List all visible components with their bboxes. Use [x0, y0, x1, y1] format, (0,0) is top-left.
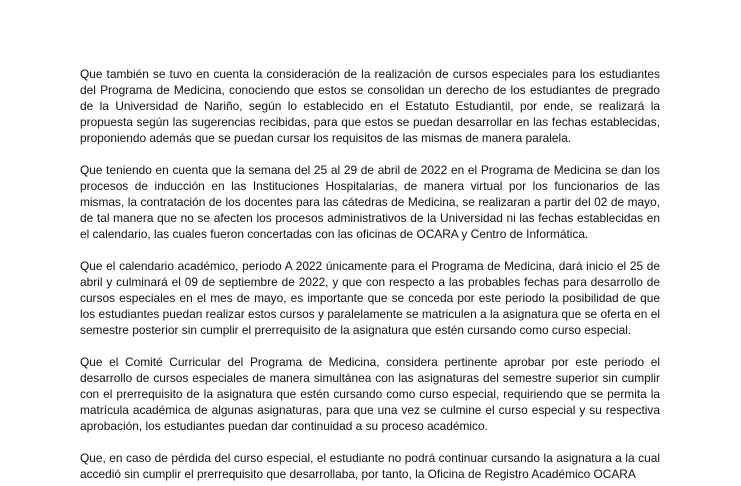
paragraph-cursos-especiales: Que también se tuvo en cuenta la consideración de la realización de cursos especiales para los estudiantes del Programa de Medicina, conociendo que estos se consolidan un derecho de los estudiantes de pregrado de la Universidad de Nariño, según lo establecido en el Estatuto Estudiantil, por ende, se realizará la propuesta según las sugerencias recibidas, para que estos se puedan desarrollar en las fechas establecidas, proponiendo además que se puedan cursar los requisitos de las mismas de manera paralela.: [80, 67, 660, 145]
paragraph-calendario-academico: Que el calendario académico, periodo A 2022 únicamente para el Programa de Medicina, dará inicio el 25 de abril y culminará el 09 de septiembre de 2022, y que con respecto a las probables fechas para desarrollo de cursos especiales en el mes de mayo, es importante que se conceda por este periodo la posibilidad de que los estudiantes puedan realizar estos cursos y paralelamente se matriculen a la asignatura que se oferta en el semestre posterior sin cumplir el prerrequisito de la asignatura que estén cursando como curso especial.: [80, 259, 660, 337]
document-body: [80, 66, 660, 486]
paragraph-perdida-curso-especial: Que, en caso de pérdida del curso especial, el estudiante no podrá continuar cursando la asignatura a la cual accedió sin cumplir el prerrequisito que desarrollaba, por tanto, la Oficina de Registro Académico OCARA: [80, 451, 660, 481]
paragraph-induccion-hospitalaria: Que teniendo en cuenta que la semana del 25 al 29 de abril de 2022 en el Programa de Medicina se dan los procesos de inducción en las Instituciones Hospitalarias, de manera virtual por los funcionarios de las mismas, la contratación de los docentes para las cátedras de Medicina, se realizaran a partir del 02 de mayo, de tal manera que no se afecten los procesos administrativos de la Universidad ni las fechas establecidas en el calendario, las cuales fueron concertadas con las oficinas de OCARA y Centro de Informática.: [80, 163, 660, 241]
paragraph-comite-curricular: Que el Comité Curricular del Programa de Medicina, considera pertinente aprobar por este periodo el desarrollo de cursos especiales de manera simultánea con las asignaturas del semestre superior sin cumplir con el prerrequisito de la asignatura que estén cursando como curso especial, requiriendo que se permita la matrícula académica de algunas asignaturas, para que una vez se culmine el curso especial y su respectiva aprobación, los estudiantes puedan dar continuidad a su proceso académico.: [80, 355, 660, 433]
